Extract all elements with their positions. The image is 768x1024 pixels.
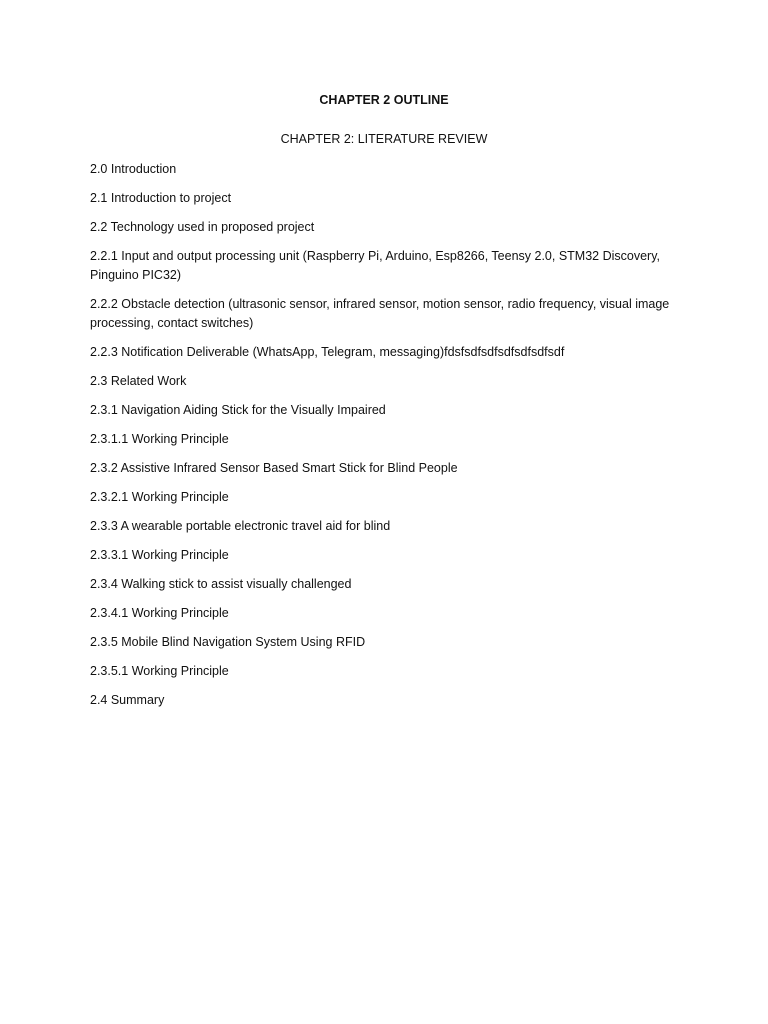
outline-item: 2.3.5 Mobile Blind Navigation System Using RFID: [90, 635, 366, 649]
outline-item: 2.2 Technology used in proposed project: [90, 220, 315, 234]
outline-item: 2.3.1.1 Working Principle: [90, 432, 229, 446]
outline-item: 2.2.1 Input and output processing unit (Raspberry Pi, Arduino, Esp8266, Teensy 2.0, STM32 Discovery, Pinguino PIC32): [90, 249, 660, 282]
outline-list: [90, 160, 680, 720]
outline-item: 2.2.3 Notification Deliverable (WhatsApp, Telegram, messaging)fdsfsdfsdfsdfsdfsdfsdf: [90, 345, 565, 359]
outline-item: 2.3.3.1 Working Principle: [90, 548, 229, 562]
outline-item: 2.4 Summary: [90, 693, 165, 707]
outline-item: 2.3.1 Navigation Aiding Stick for the Visually Impaired: [90, 403, 386, 417]
outline-item: 2.3 Related Work: [90, 374, 187, 388]
outline-item: 2.0 Introduction: [90, 162, 177, 176]
outline-item: 2.3.2.1 Working Principle: [90, 490, 229, 504]
document-subheading: CHAPTER 2: LITERATURE REVIEW: [280, 132, 488, 146]
outline-item: 2.3.5.1 Working Principle: [90, 664, 229, 678]
outline-item: 2.3.2 Assistive Infrared Sensor Based Smart Stick for Blind People: [90, 461, 458, 475]
document-heading: CHAPTER 2 OUTLINE: [319, 93, 449, 107]
outline-item: 2.3.4 Walking stick to assist visually challenged: [90, 577, 352, 591]
outline-item: 2.1 Introduction to project: [90, 191, 232, 205]
outline-item: 2.3.3 A wearable portable electronic travel aid for blind: [90, 519, 391, 533]
outline-item: 2.2.2 Obstacle detection (ultrasonic sensor, infrared sensor, motion sensor, radio frequency, visual image processing, contact switches): [90, 297, 670, 330]
outline-item: 2.3.4.1 Working Principle: [90, 606, 229, 620]
